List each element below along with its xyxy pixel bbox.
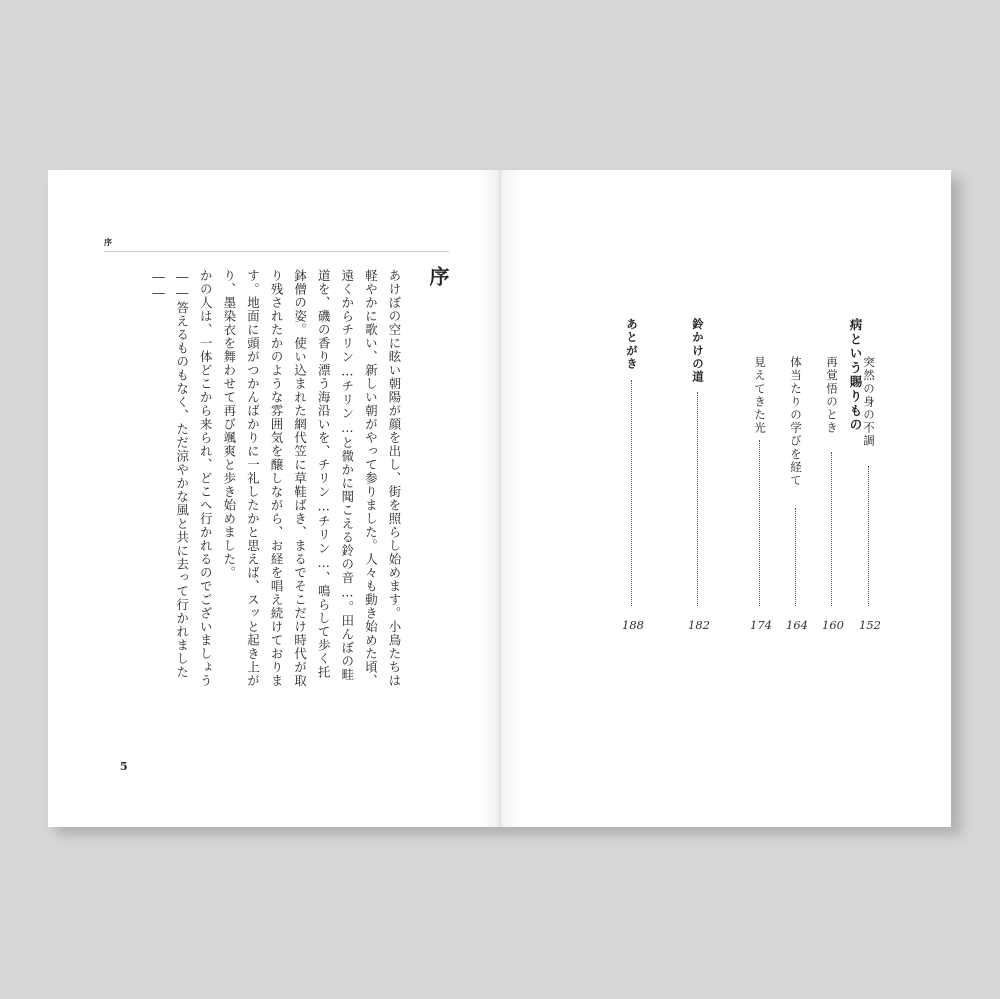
toc-entry-page: 174 <box>750 618 772 632</box>
toc-entry-label: 突然の身の不調 <box>862 356 876 448</box>
toc-entry-label: 再覚悟のとき <box>825 356 839 435</box>
toc-entry[interactable] <box>688 318 710 632</box>
right-page <box>500 170 951 827</box>
toc-entry[interactable] <box>786 356 808 646</box>
toc-part-title: 病という賜りもの <box>848 318 863 433</box>
toc-entry-label: あとがき <box>625 318 639 371</box>
book-spread <box>48 170 951 827</box>
toc-entry[interactable] <box>622 318 644 632</box>
dot-leader <box>868 466 869 606</box>
table-of-contents <box>500 170 951 827</box>
toc-entry[interactable] <box>859 356 881 646</box>
toc-entry-label: 体当たりの学びを経て <box>789 356 803 487</box>
toc-entry[interactable] <box>750 356 772 646</box>
dot-leader <box>759 440 760 606</box>
page-number: 5 <box>120 760 128 773</box>
body-text <box>151 269 406 689</box>
toc-entry-page: 152 <box>859 618 881 632</box>
book-gutter <box>478 170 522 827</box>
toc-entry-page: 182 <box>688 618 710 632</box>
dot-leader <box>697 392 698 606</box>
paragraph-1: あけぼの空に眩い朝陽が顔を出し、街を照らし始めます。小鳥たちは軽やかに歌い、新しい朝がやって参りました。人々も動き始めた頃、遠くからチリン…チリン…と微かに聞こえる鈴の音…。田んぼの畦道を、磯の香り漂う海沿いを、チリン…チリン…、鳴らして歩く托鉢僧の姿。使い込まれた網代笠に草鞋ばき、まるでそこだけ時代が取り残されたかのような雰囲気を醸しながら、お経を唱え続けております。地面に頭がつかんばかりに一礼したかと思えば、スッと起き上がり、墨染衣を舞わせて再び颯爽と歩き始めました。 <box>221 269 402 688</box>
toc-entry-page: 188 <box>622 618 644 632</box>
toc-entry-page: 164 <box>786 618 808 632</box>
chapter-title: 序 <box>426 266 450 290</box>
toc-entry-label: 見えてきた光 <box>753 356 767 435</box>
left-page <box>48 170 500 827</box>
toc-entry-label: 鈴かけの道 <box>691 318 705 384</box>
dot-leader <box>795 508 796 606</box>
toc-entry-page: 160 <box>822 618 844 632</box>
running-head: 序 <box>104 237 112 247</box>
dot-leader <box>831 452 832 606</box>
toc-entry[interactable] <box>822 356 844 646</box>
header-rule <box>104 251 449 252</box>
paragraph-2: かの人は、一体どこから来られ、どこへ行かれるのでございましょう――答えるものもなく、ただ涼やかな風と共に去って行かれました―― <box>151 269 214 688</box>
dot-leader <box>631 380 632 606</box>
